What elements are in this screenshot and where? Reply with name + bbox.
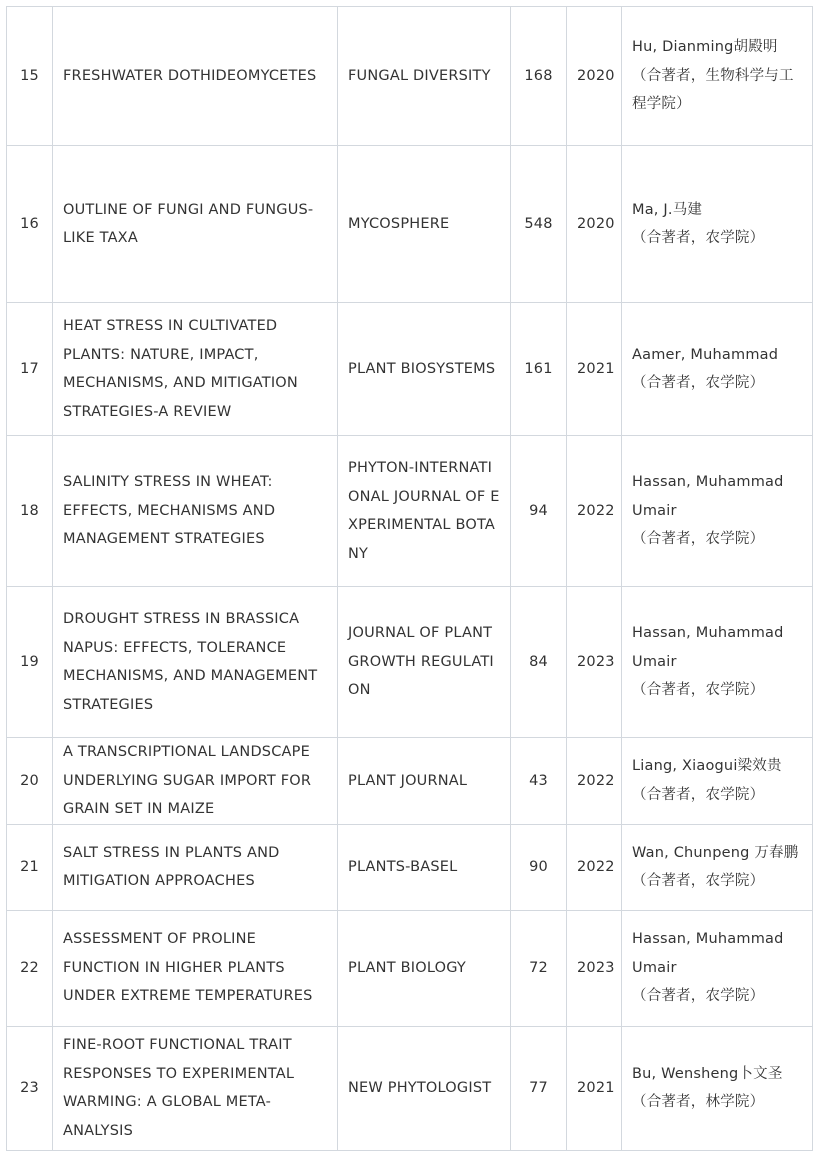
row-number: 22: [7, 910, 53, 1026]
author-cell: [622, 303, 813, 436]
journal-name: PLANT BIOSYSTEMS: [338, 303, 511, 436]
citation-count: 77: [511, 1026, 567, 1150]
citation-count: 548: [511, 146, 567, 303]
author-name: Wan, Chunpeng 万春鹏: [632, 844, 799, 861]
publication-year: 2020: [567, 146, 622, 303]
table-row: [7, 146, 813, 303]
paper-title: SALT STRESS IN PLANTS AND MITIGATION APPROACHES: [53, 824, 338, 910]
author-role: （合著者，农学院）: [632, 682, 765, 699]
table-row: [7, 738, 813, 825]
citation-count: 90: [511, 824, 567, 910]
author-role: （合著者，农学院）: [632, 786, 765, 803]
journal-name: MYCOSPHERE: [338, 146, 511, 303]
citation-count: 84: [511, 587, 567, 738]
author-role: （合著者，林学院）: [632, 1094, 765, 1110]
table-row: [7, 7, 813, 146]
paper-title: ASSESSMENT OF PROLINE FUNCTION IN HIGHER PLANTS UNDER EXTREME TEMPERATURES: [53, 910, 338, 1026]
publication-year: 2021: [567, 1026, 622, 1150]
row-number: 17: [7, 303, 53, 436]
author-cell: [622, 7, 813, 146]
table-row: [7, 436, 813, 587]
author-cell: [622, 824, 813, 910]
journal-name: NEW PHYTOLOGIST: [338, 1026, 511, 1150]
citation-count: 168: [511, 7, 567, 146]
author-name: Ma, J.马建: [632, 201, 703, 218]
author-cell: [622, 436, 813, 587]
publication-year: 2022: [567, 738, 622, 825]
paper-title: DROUGHT STRESS IN BRASSICA NAPUS: EFFECTS, TOLERANCE MECHANISMS, AND MANAGEMENT STRATEGIES: [53, 587, 338, 738]
row-number: 20: [7, 738, 53, 825]
paper-title: OUTLINE OF FUNGI AND FUNGUS-LIKE TAXA: [53, 146, 338, 303]
publication-year: 2023: [567, 910, 622, 1026]
row-number: 21: [7, 824, 53, 910]
row-number: 16: [7, 146, 53, 303]
row-number: 23: [7, 1026, 53, 1150]
author-role: （合著者，农学院）: [632, 230, 765, 246]
table-row: [7, 587, 813, 738]
journal-name: PLANTS-BASEL: [338, 824, 511, 910]
journal-name: PLANT JOURNAL: [338, 738, 511, 825]
row-number: 19: [7, 587, 53, 738]
author-role: （合著者，农学院）: [632, 375, 765, 391]
paper-title: FINE-ROOT FUNCTIONAL TRAIT RESPONSES TO EXPERIMENTAL WARMING: A GLOBAL META-ANALYSIS: [53, 1026, 338, 1150]
publication-year: 2023: [567, 587, 622, 738]
author-role: （合著者，农学院）: [632, 873, 765, 889]
papers-table: [6, 6, 813, 1151]
author-cell: [622, 587, 813, 738]
journal-name: FUNGAL DIVERSITY: [338, 7, 511, 146]
author-name: Hassan, Muhammad Umair: [632, 625, 784, 670]
author-cell: [622, 146, 813, 303]
citation-count: 43: [511, 738, 567, 825]
paper-title: HEAT STRESS IN CULTIVATED PLANTS: NATURE, IMPACT, MECHANISMS, AND MITIGATION STRATEGIES-A REVIEW: [53, 303, 338, 436]
author-cell: [622, 738, 813, 825]
author-cell: [622, 1026, 813, 1150]
author-name: Hassan, Muhammad Umair: [632, 474, 784, 519]
paper-title: FRESHWATER DOTHIDEOMYCETES: [53, 7, 338, 146]
journal-name: PHYTON-INTERNATIONAL JOURNAL OF EXPERIMENTAL BOTANY: [338, 436, 511, 587]
citation-count: 72: [511, 910, 567, 1026]
table-row: [7, 1026, 813, 1150]
table-row: [7, 303, 813, 436]
journal-name: PLANT BIOLOGY: [338, 910, 511, 1026]
author-name: Hu, Dianming胡殿明: [632, 39, 778, 56]
publication-year: 2022: [567, 436, 622, 587]
author-role: （合著者，农学院）: [632, 988, 765, 1005]
author-name: Aamer, Muhammad: [632, 346, 779, 363]
journal-name: JOURNAL OF PLANT GROWTH REGULATION: [338, 587, 511, 738]
paper-title: SALINITY STRESS IN WHEAT: EFFECTS, MECHANISMS AND MANAGEMENT STRATEGIES: [53, 436, 338, 587]
author-name: Liang, Xiaogui梁效贵: [632, 758, 782, 775]
author-name: Bu, Wensheng卜文圣: [632, 1065, 783, 1082]
author-role: （合著者，生物科学与工程学院）: [632, 67, 794, 113]
paper-title: A TRANSCRIPTIONAL LANDSCAPE UNDERLYING SUGAR IMPORT FOR GRAIN SET IN MAIZE: [53, 738, 338, 825]
table-row: [7, 824, 813, 910]
citation-count: 94: [511, 436, 567, 587]
row-number: 18: [7, 436, 53, 587]
author-role: （合著者，农学院）: [632, 531, 765, 548]
publication-year: 2021: [567, 303, 622, 436]
citation-count: 161: [511, 303, 567, 436]
author-cell: [622, 910, 813, 1026]
publication-year: 2020: [567, 7, 622, 146]
publication-year: 2022: [567, 824, 622, 910]
author-name: Hassan, Muhammad Umair: [632, 931, 784, 976]
row-number: 15: [7, 7, 53, 146]
table-row: [7, 910, 813, 1026]
